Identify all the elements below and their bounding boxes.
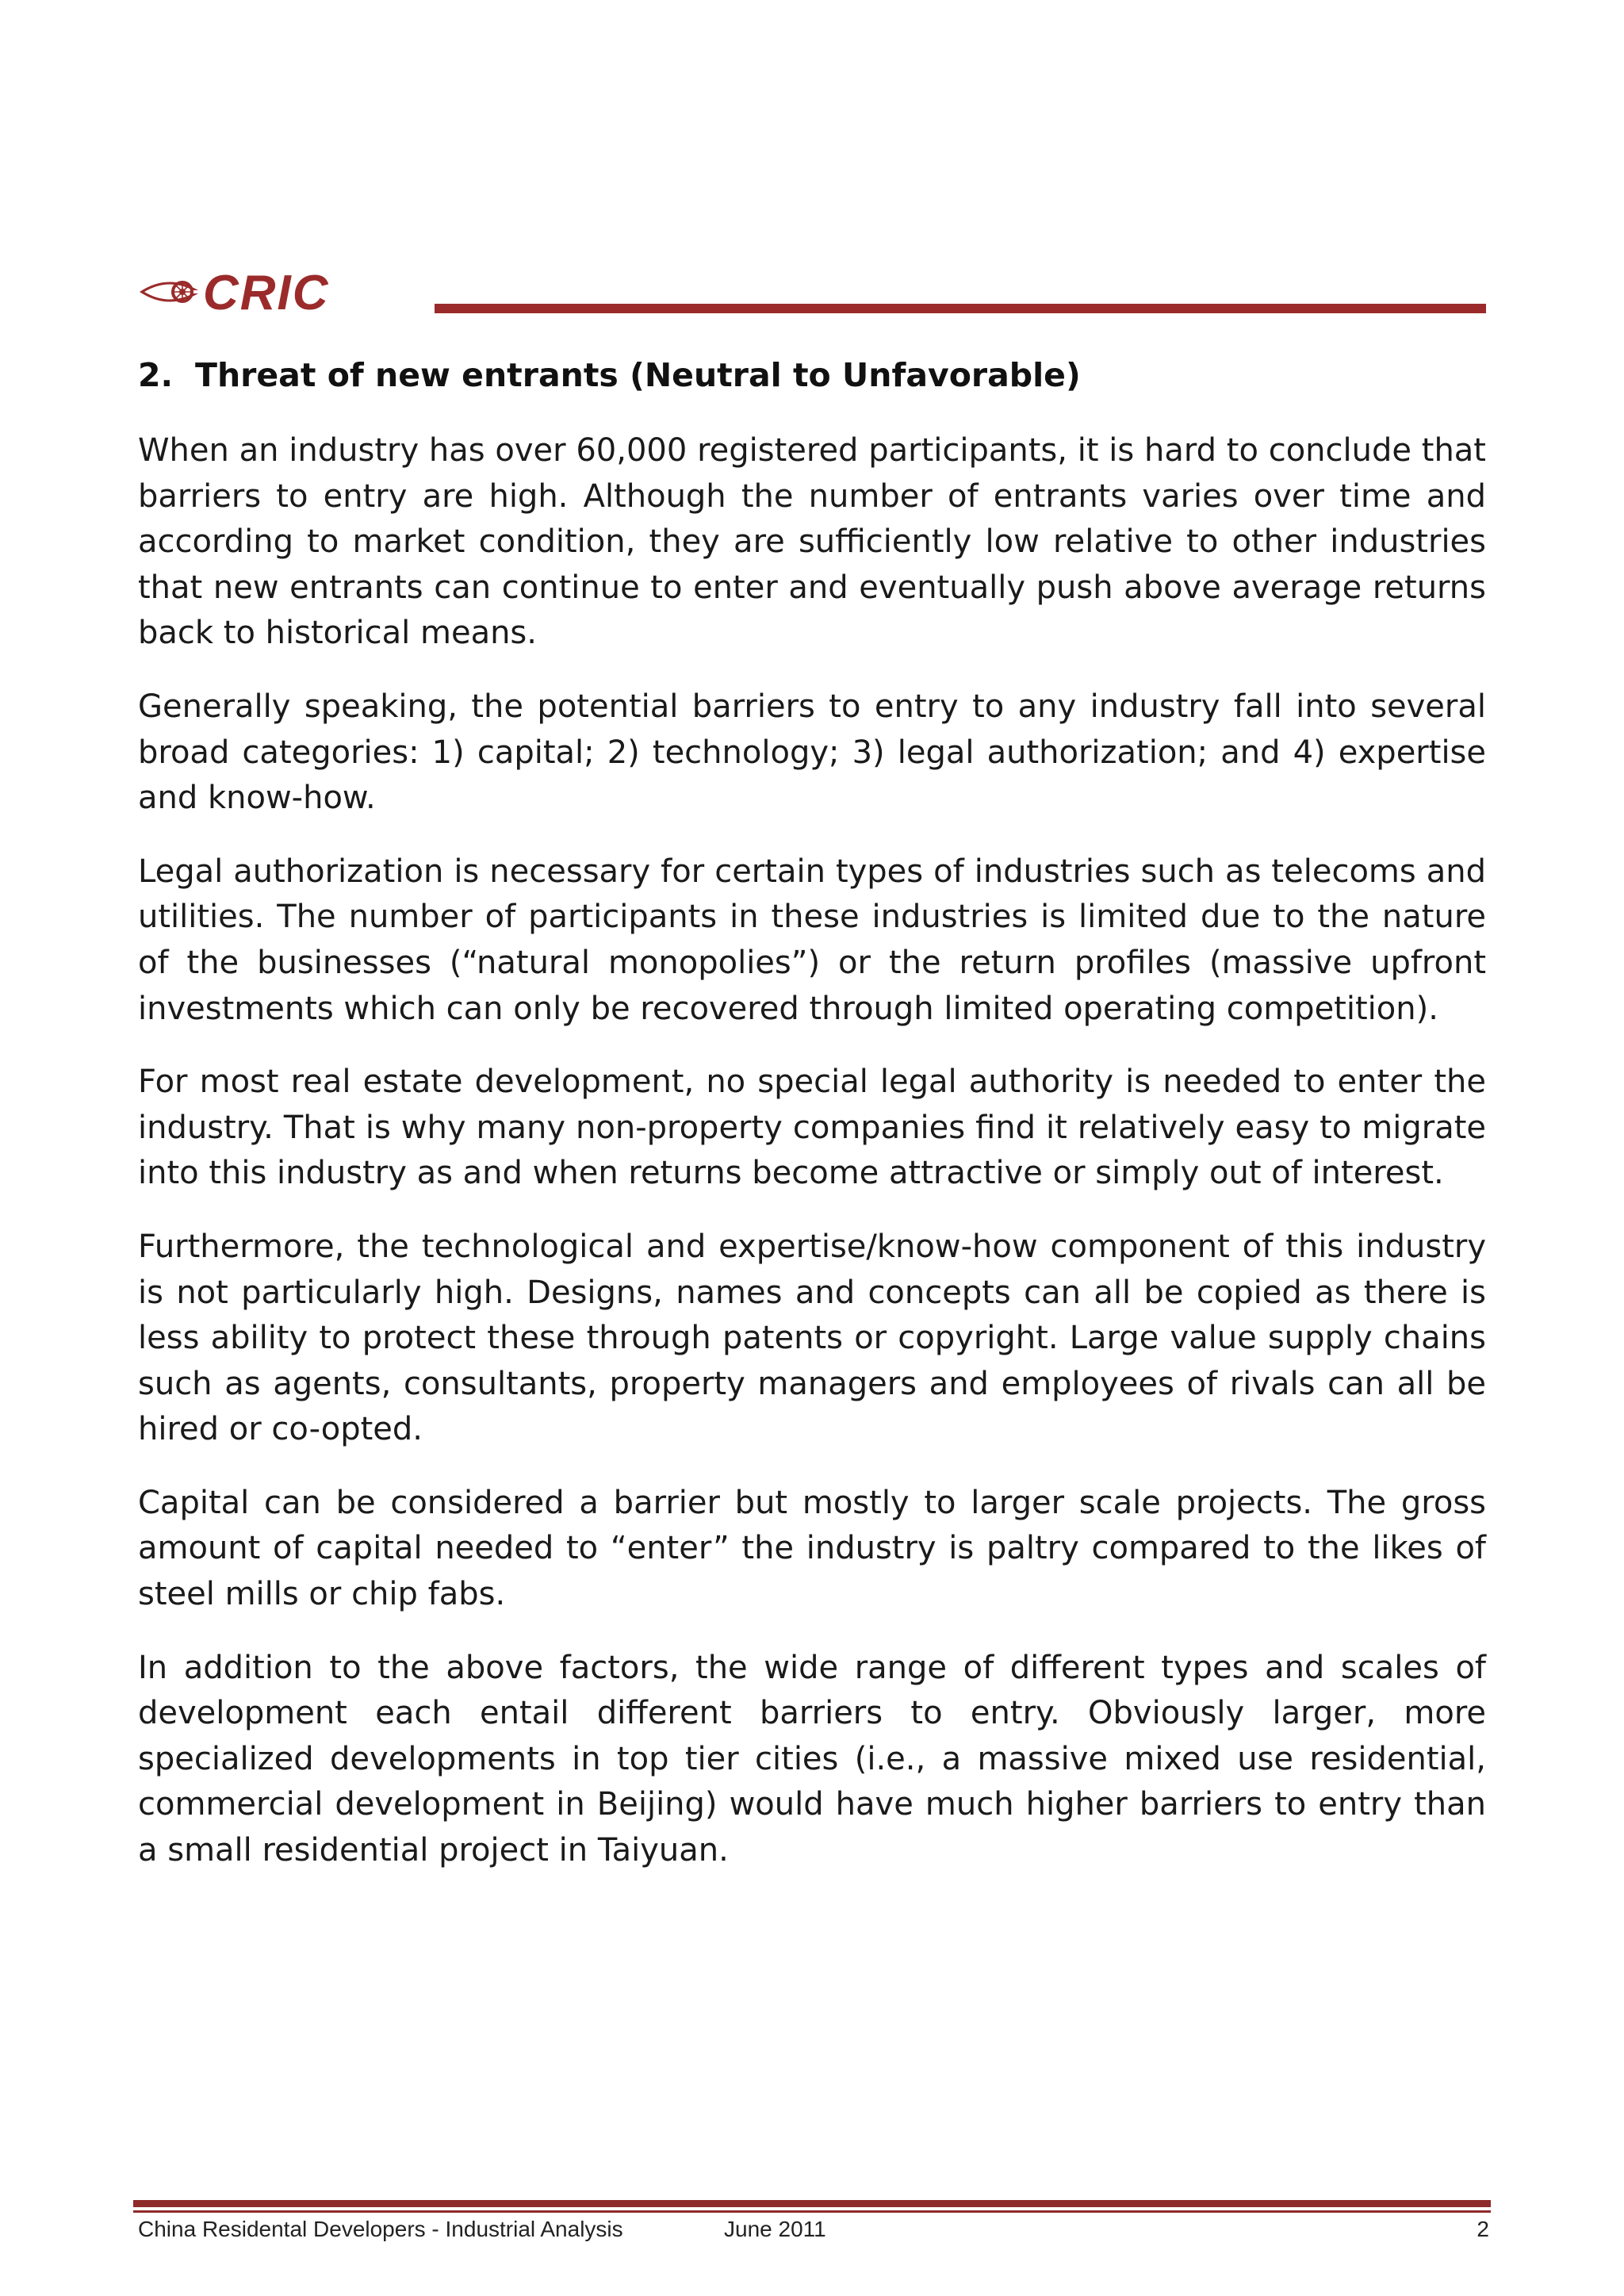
paragraph: For most real estate development, no special legal authority is needed to enter the industry. That is why many non-property companies find it relatively easy to migrate into this industry as and when returns become attractive or simply out of interest. xyxy=(138,1064,1486,1192)
page-number: 2 xyxy=(1477,2217,1489,2241)
section-heading xyxy=(138,353,1486,397)
section-title: Threat of new entrants (Neutral to Unfavorable) xyxy=(195,356,1081,394)
paragraph: When an industry has over 60,000 registered participants, it is hard to conclude that barriers to entry are high. Although the number of entrants varies over time and according to market condition, they are sufficiently low relative to other industries that new entrants can continue to enter and eventually push above average returns back to historical means. xyxy=(138,432,1486,652)
footer-rule-thin xyxy=(133,2210,1491,2213)
footer-title: China Residental Developers - Industrial Analysis xyxy=(138,2217,623,2241)
cric-logo xyxy=(136,268,431,316)
paragraph: Capital can be considered a barrier but mostly to larger scale projects. The gross amount of capital needed to “enter” the industry is paltry compared to the likes of steel mills or chip fabs. xyxy=(138,1484,1486,1613)
section-number: 2. xyxy=(138,356,174,394)
paragraph: Furthermore, the technological and expertise/know-how component of this industry is not particularly high. Designs, names and concepts can all be copied as there is less ability to protect these through patents or copyright. Large value supply chains such as agents, consultants, property managers and employees of rivals can all be hired or co-opted. xyxy=(138,1228,1486,1448)
footer-rule xyxy=(133,2200,1491,2207)
body-text xyxy=(138,428,1486,1902)
header-rule xyxy=(435,304,1486,313)
paragraph: In addition to the above factors, the wide range of different types and scales of development each entail different barriers to entry. Obviously larger, more specialized developments in top tier cities (i.e., a massive mixed use residential, commercial development in Beijing) would have much higher barriers to entry than a small residential project in Taiyuan. xyxy=(138,1649,1486,1869)
footer-date: June 2011 xyxy=(724,2217,826,2241)
paragraph: Legal authorization is necessary for certain types of industries such as telecoms and utilities. The number of participants in these industries is limited due to the nature of the businesses (“natural monopolies”) or the return profiles (massive upfront investments which can only be recovered through limited operating competition). xyxy=(138,853,1486,1027)
logo-wordmark: CRIC xyxy=(203,268,330,316)
paragraph: Generally speaking, the potential barriers to entry to any industry fall into several broad categories: 1) capital; 2) technology; 3) legal authorization; and 4) expertise and know-how. xyxy=(138,688,1486,817)
